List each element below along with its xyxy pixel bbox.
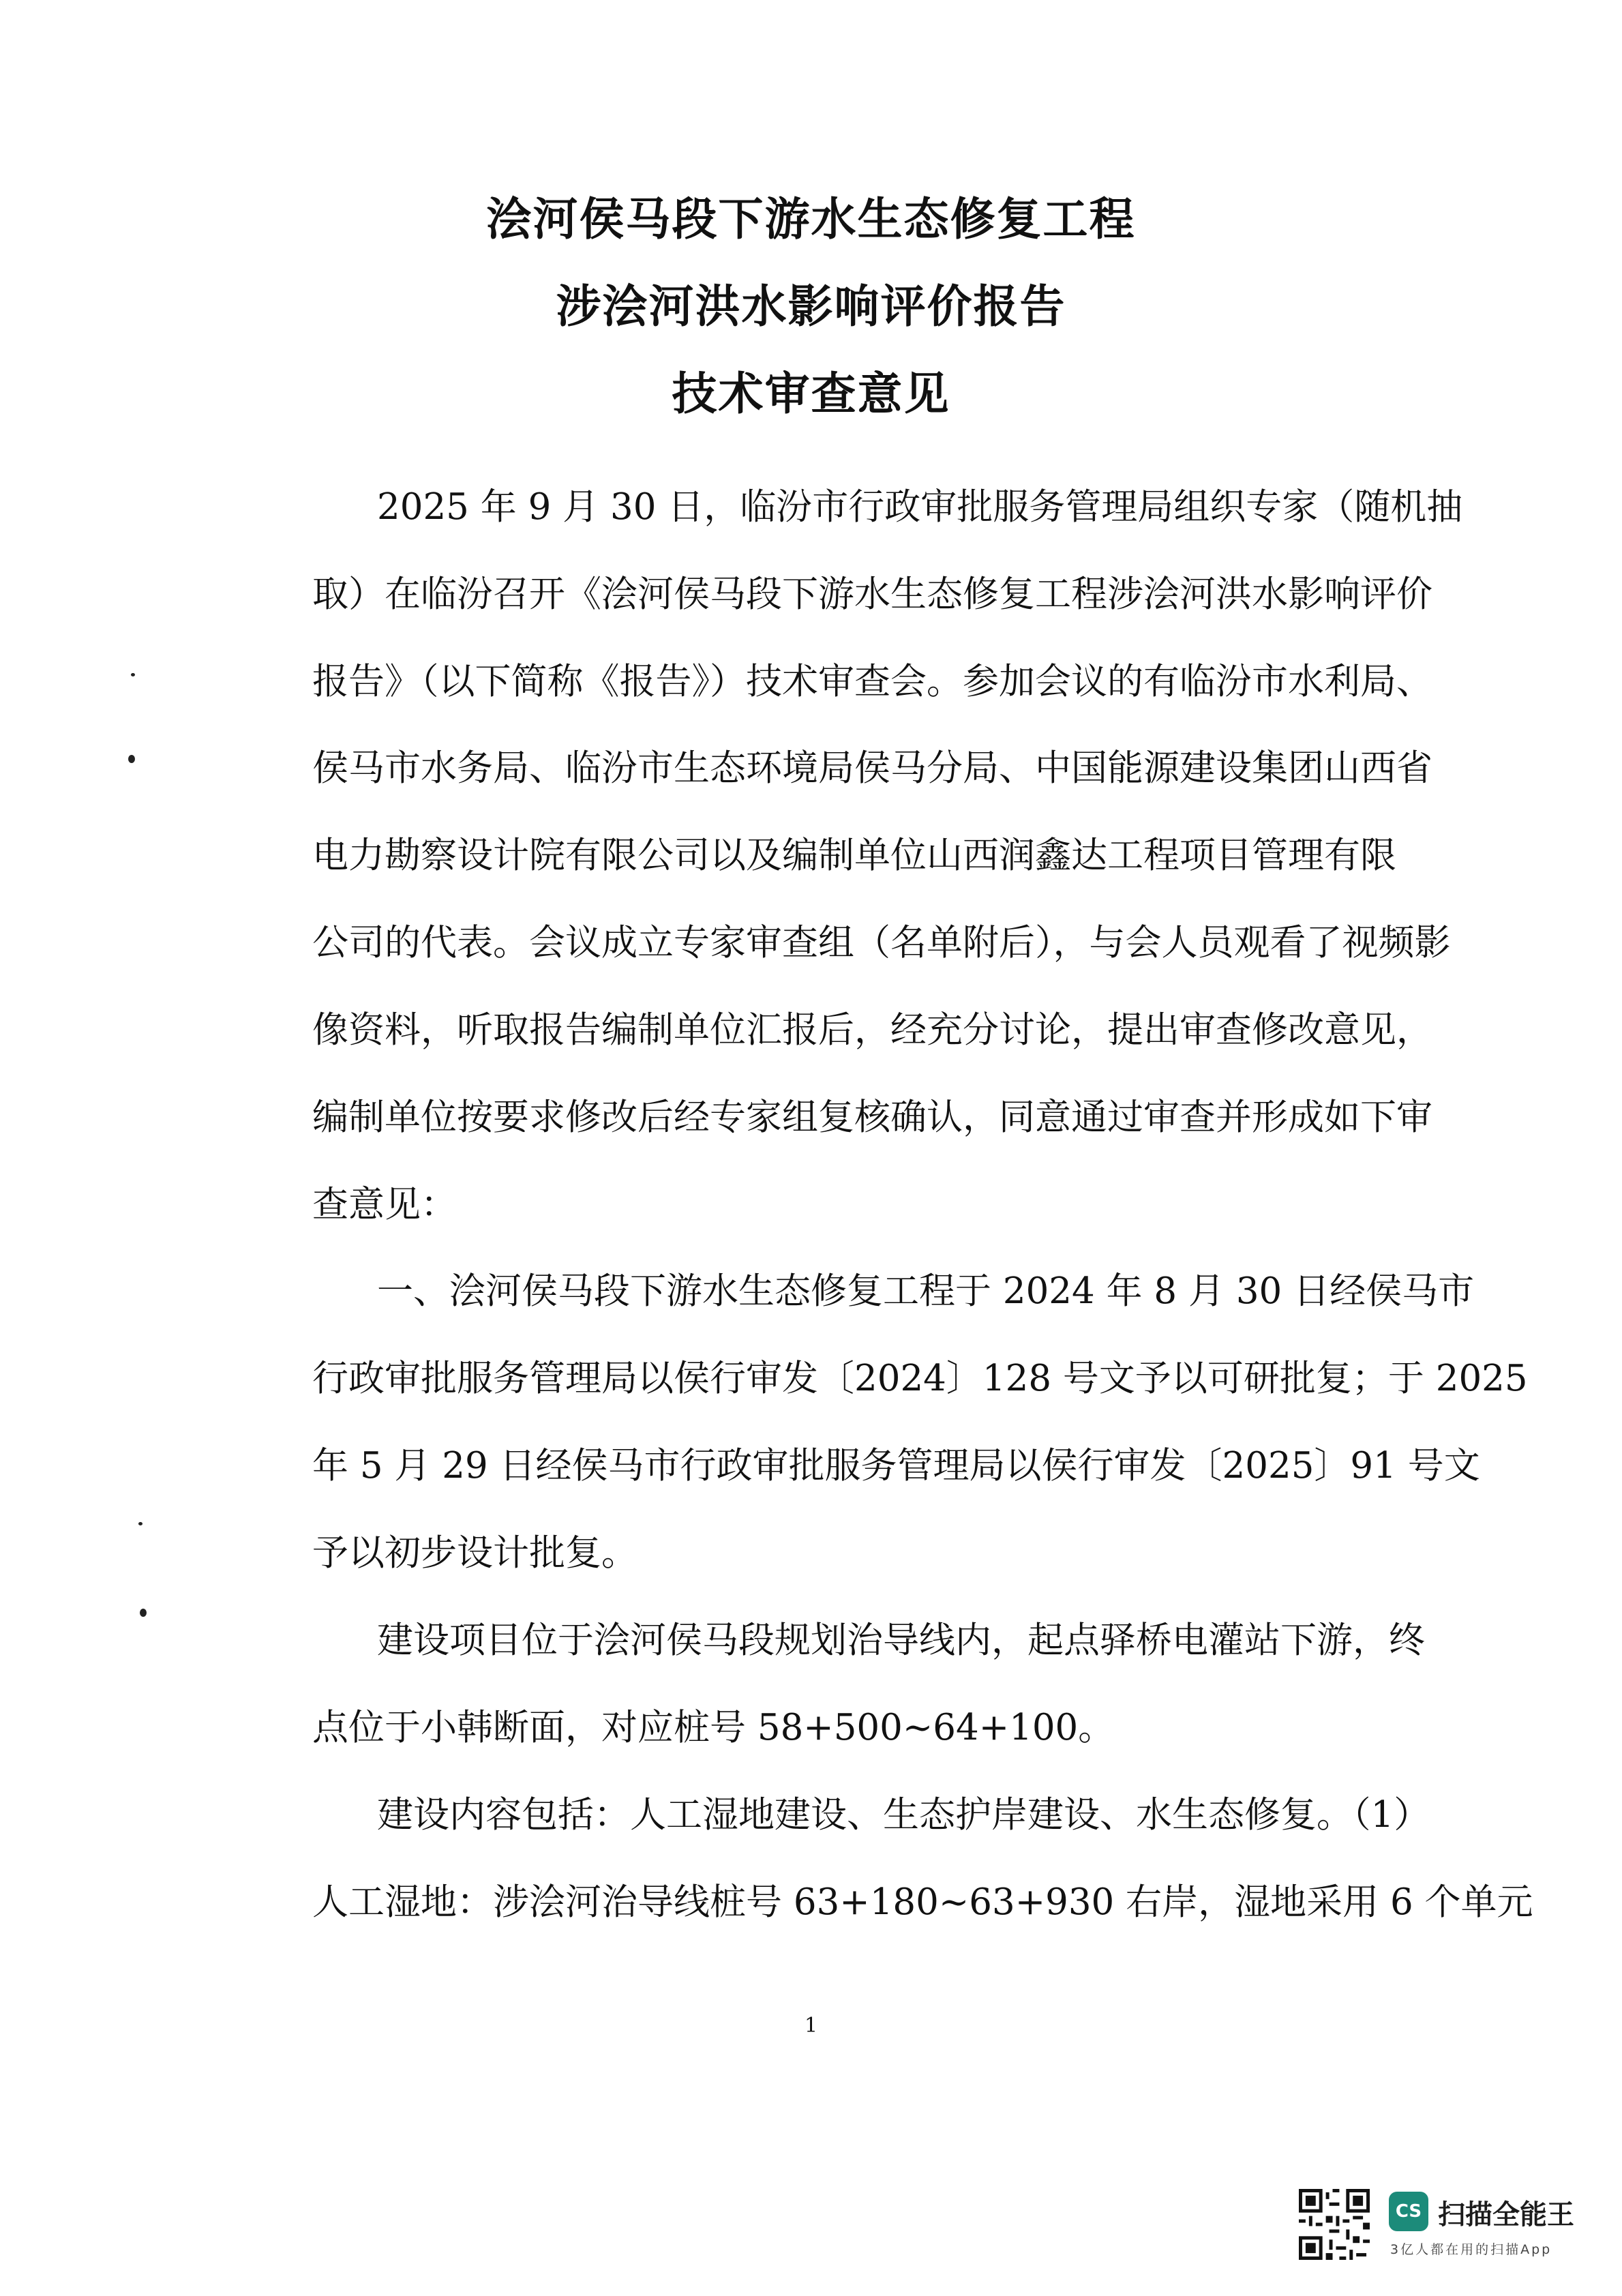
qr-code-icon: [1299, 2189, 1370, 2260]
paragraph-3-line-2: 点位于小韩断面，对应桩号 58+500~64+100。: [312, 1707, 1115, 1748]
paragraph-4-line-1: 建设内容包括：人工湿地建设、生态护岸建设、水生态修复。（1）: [377, 1794, 1430, 1836]
paragraph-2-line-2: 行政审批服务管理局以侯行审发〔2024〕128 号文予以可研批复；于 2025: [312, 1358, 1528, 1399]
paragraph-2-line-1: 一、浍河侯马段下游水生态修复工程于 2024 年 8 月 30 日经侯马市: [377, 1270, 1475, 1312]
document-title-line-1: 浍河侯马段下游水生态修复工程: [486, 193, 1136, 245]
paragraph-1-line-6: 公司的代表。会议成立专家审查组（名单附后），与会人员观看了视频影: [312, 922, 1451, 964]
paragraph-4-line-2: 人工湿地：涉浍河治导线桩号 63+180~63+930 右岸，湿地采用 6 个单元: [312, 1881, 1533, 1923]
document-title-line-3: 技术审查意见: [672, 368, 950, 420]
paragraph-1-line-4: 侯马市水务局、临汾市生态环境局侯马分局、中国能源建设集团山西省: [312, 747, 1432, 789]
scanner-app-tagline: 3亿人都在用的扫描App: [1390, 2242, 1552, 2257]
scan-speck: [138, 1522, 142, 1525]
document-title-line-2: 涉浍河洪水影响评价报告: [556, 280, 1066, 333]
camscanner-logo-icon: CS: [1389, 2192, 1428, 2231]
paragraph-1-line-8: 编制单位按要求修改后经专家组复核确认，同意通过审查并形成如下审: [312, 1097, 1432, 1138]
scanner-watermark: [1299, 2189, 1585, 2264]
paragraph-2-line-3: 年 5 月 29 日经侯马市行政审批服务管理局以侯行审发〔2025〕91 号文: [312, 1445, 1480, 1487]
paragraph-1-line-2: 取）在临汾召开《浍河侯马段下游水生态修复工程涉浍河洪水影响评价: [312, 573, 1432, 615]
paragraph-1-line-5: 电力勘察设计院有限公司以及编制单位山西润鑫达工程项目管理有限: [312, 835, 1396, 876]
scan-speck: [128, 755, 135, 763]
paragraph-2-line-4: 予以初步设计批复。: [312, 1532, 637, 1574]
scan-speck: [140, 1609, 147, 1617]
paragraph-1-line-9: 查意见：: [312, 1184, 457, 1225]
scanner-app-name: 扫描全能王: [1438, 2199, 1574, 2231]
paragraph-3-line-1: 建设项目位于浍河侯马段规划治导线内，起点驿桥电灌站下游，终: [377, 1620, 1425, 1661]
paragraph-1-line-1: 2025 年 9 月 30 日，临汾市行政审批服务管理局组织专家（随机抽: [377, 486, 1463, 528]
scan-speck: [131, 673, 135, 676]
page-number: 1: [804, 2014, 818, 2038]
paragraph-1-line-7: 像资料，听取报告编制单位汇报后，经充分讨论，提出审查修改意见，: [312, 1009, 1432, 1051]
paragraph-1-line-3: 报告》（以下简称《报告》）技术审查会。参加会议的有临汾市水利局、: [312, 661, 1432, 702]
